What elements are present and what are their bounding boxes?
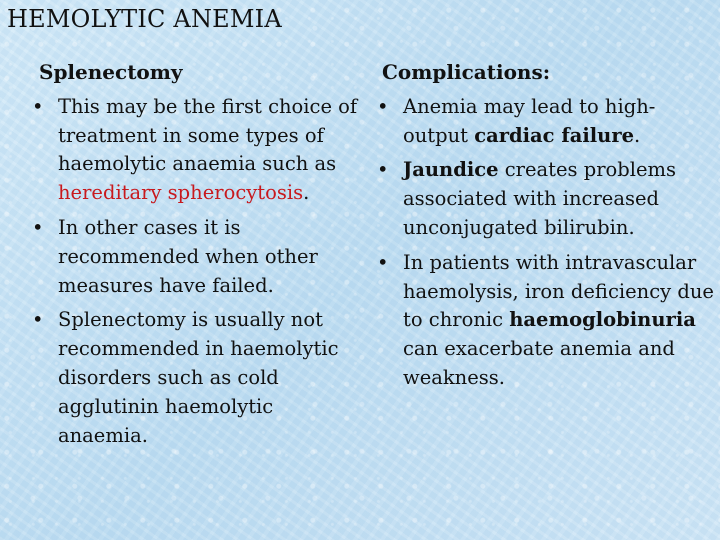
item-text: can exacerbate anemia and weakness. (403, 337, 675, 389)
bold-term: haemoglobinuria (509, 308, 696, 332)
list-item (30, 93, 360, 208)
bullet-icon: • (32, 94, 44, 118)
item-text: Splenectomy is usually not recommended in haemolytic disorders such as cold agglutinin haemolytic anaemia. (58, 308, 339, 447)
bold-term: Jaundice (403, 158, 499, 182)
complications-list (375, 93, 715, 393)
complications-column (375, 58, 715, 399)
item-text: This may be the first choice of treatment in some types of haemolytic anaemia such as (58, 94, 358, 176)
bullet-icon: • (377, 250, 389, 274)
list-item (30, 306, 360, 450)
splenectomy-list (30, 93, 360, 451)
item-text: . (634, 123, 641, 147)
highlight-term: hereditary spherocytosis (58, 181, 304, 205)
item-text: In patients with intravascular haemolysis, iron deficiency due to chronic (403, 250, 714, 332)
bullet-icon: • (32, 308, 44, 332)
item-text: . (303, 181, 310, 205)
item-text: creates problems associated with increased unconjugated bilirubin. (403, 158, 677, 239)
complications-heading: Complications: (382, 60, 551, 84)
list-item (30, 214, 360, 300)
bullet-icon: • (377, 94, 389, 118)
bullet-icon: • (377, 158, 389, 182)
bold-term: cardiac failure (474, 123, 635, 147)
slide-title: HEMOLYTIC ANEMIA (7, 5, 282, 33)
list-item (375, 156, 715, 242)
item-text: In other cases it is recommended when other measures have failed. (58, 215, 318, 297)
splenectomy-heading: Splenectomy (39, 60, 183, 84)
list-item (375, 93, 715, 151)
bullet-icon: • (32, 215, 44, 239)
splenectomy-column (30, 58, 360, 456)
list-item (375, 249, 715, 393)
item-text: Anemia may lead to high-output (403, 94, 656, 147)
